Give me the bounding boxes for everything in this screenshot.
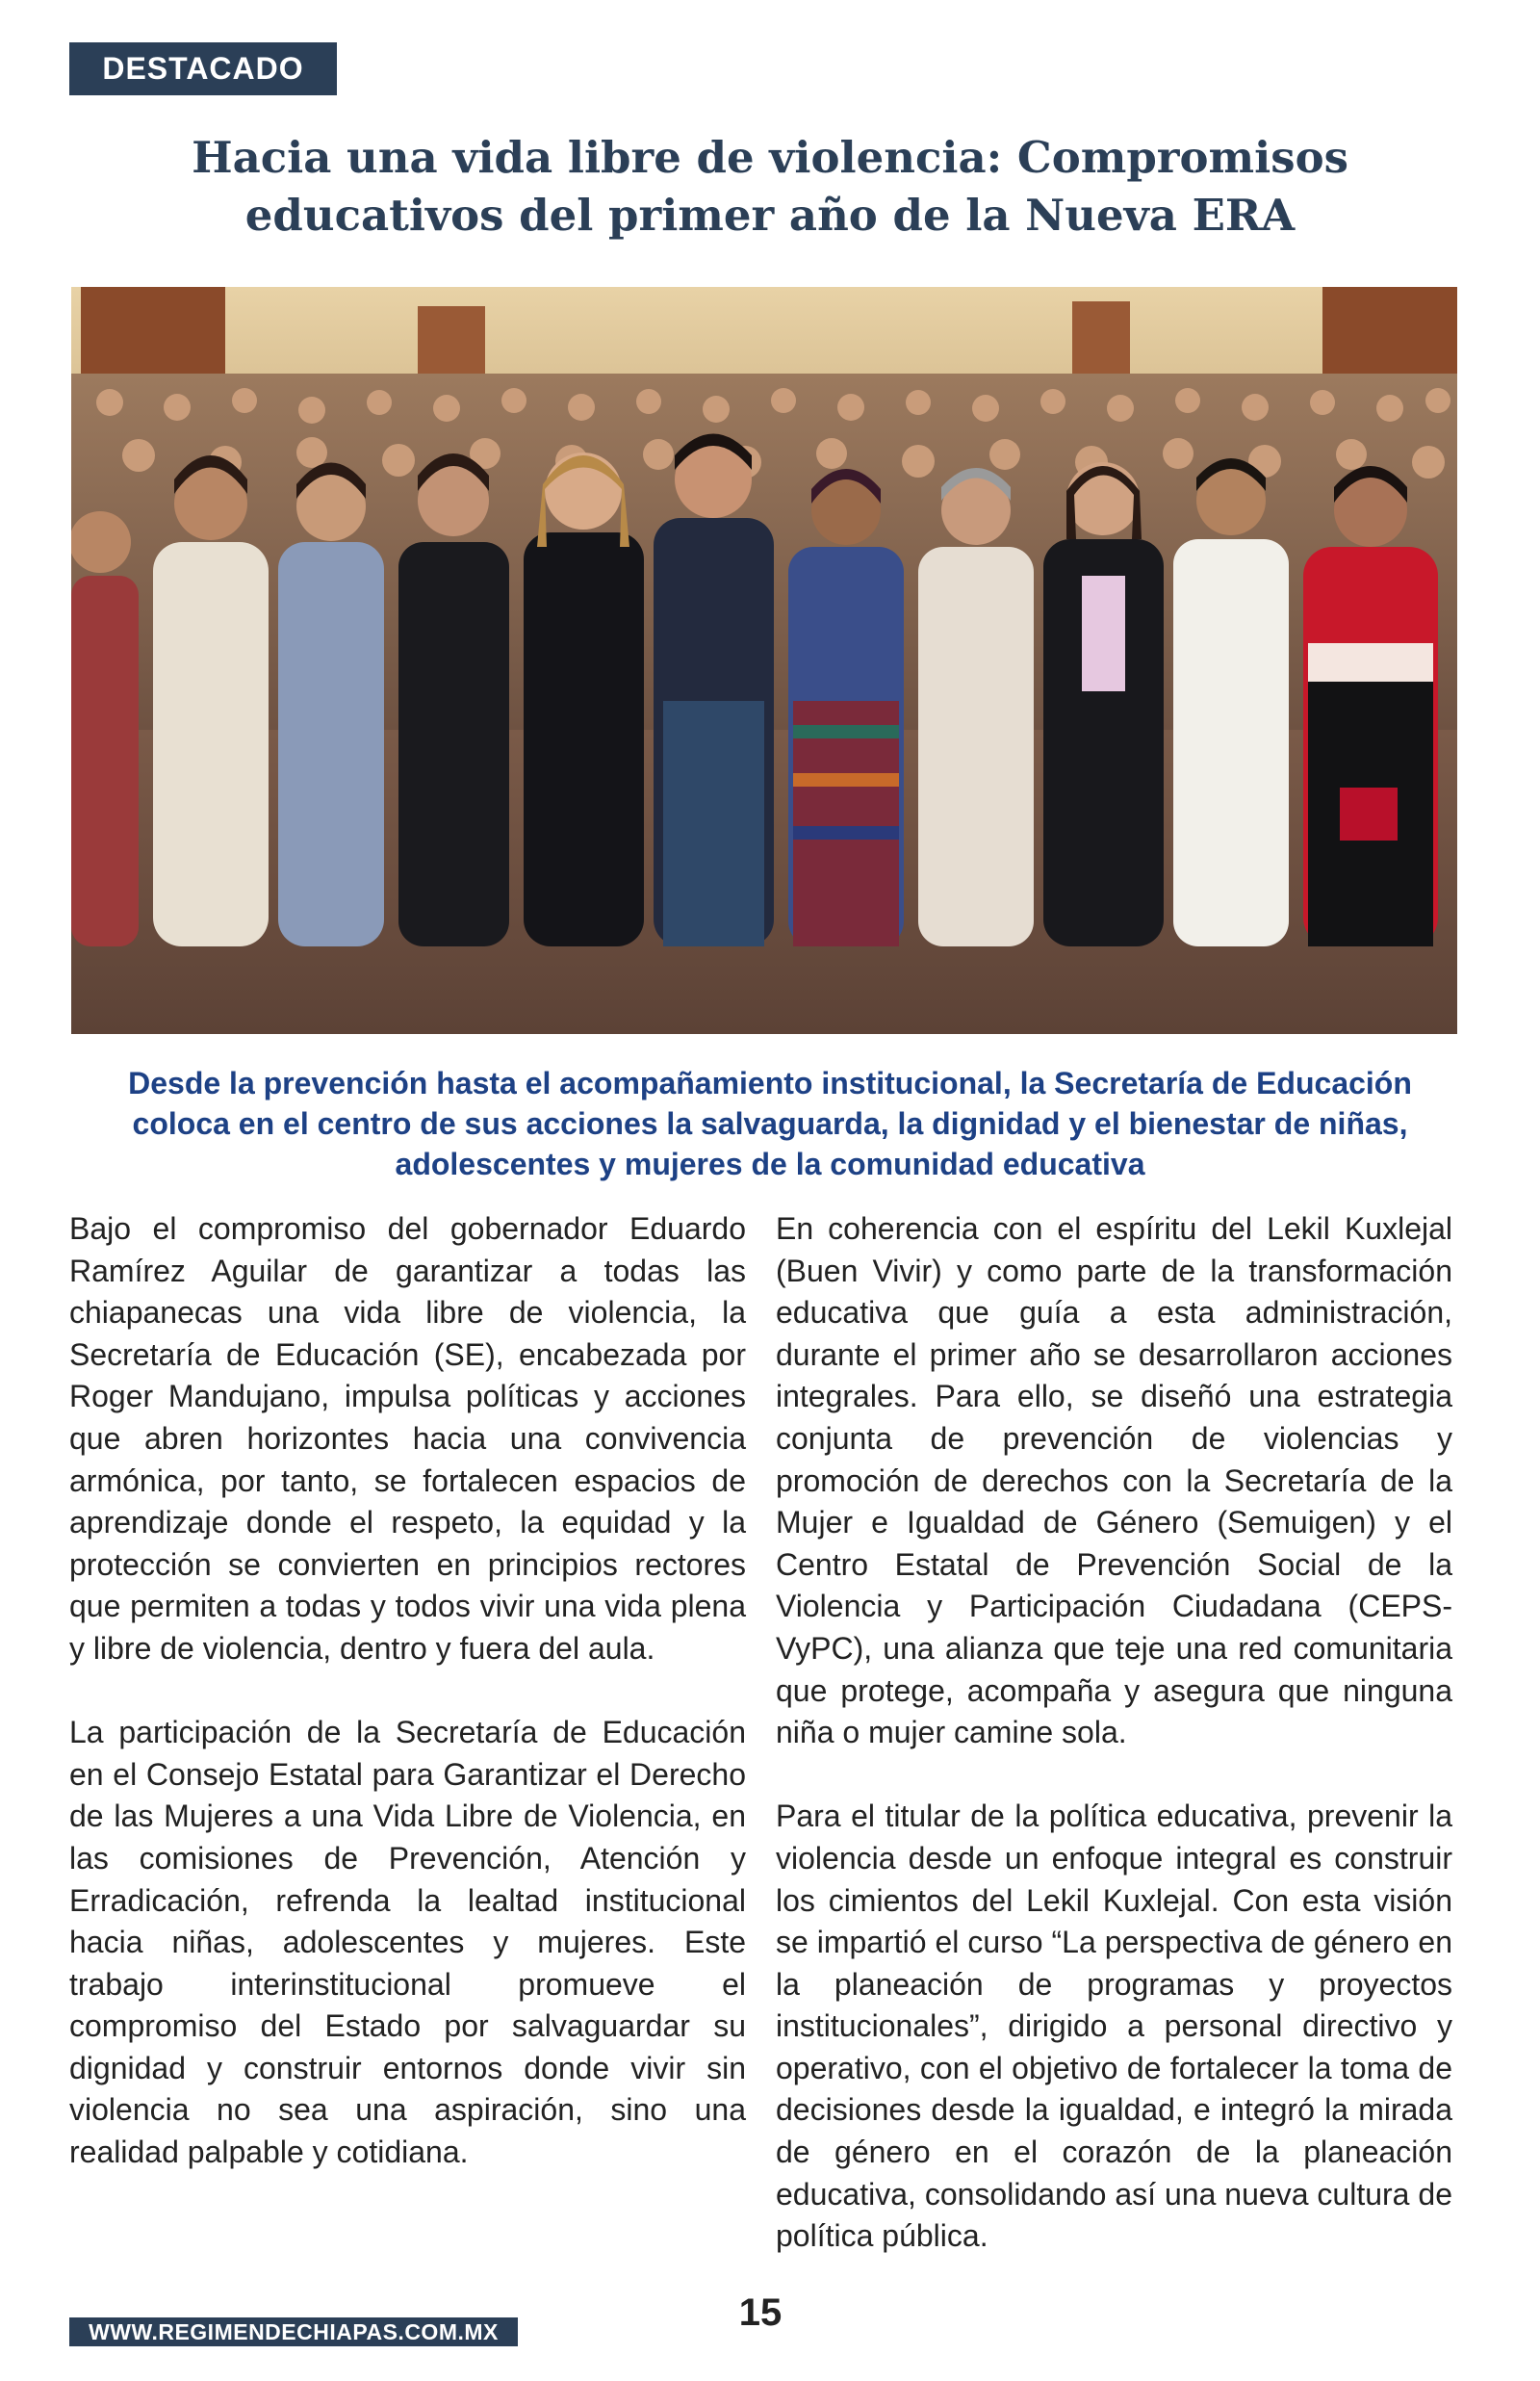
paragraph: En coherencia con el espíritu del Lekil Kuxlejal (Buen Vivir) y como parte de la transformación educativa que guía a esta administración, durante el primer año se desarrollaron acciones integrales. Para ello, se diseñó una estrategia conjunta de prevención de violencias y promoción de derechos con la Secretaría de la Mujer e Igualdad de Género (Semuigen) y el Centro Estatal de Prevención Social de la Violencia y Participación Ciudadana (CEPSVyPC), una alianza que teje una red comunitaria que protege, acompaña y asegura que ninguna niña o mujer camine sola. xyxy=(776,1211,1452,1750)
article-title: Hacia una vida libre de violencia: Compromisos educativos del primer año de la Nueva ERA xyxy=(192,132,1348,241)
paragraph: Bajo el compromiso del gobernador Eduardo Ramírez Aguilar de garantizar a todas las chiapanecas una vida libre de violencia, la Secretaría de Educación (SE), encabezada por Roger Mandujano, impulsa políticas y acciones que abren horizontes hacia una convivencia armónica, por tanto, se fortalecen espacios de aprendizaje donde el respeto, la equidad y la protección se convierten en principios rectores que permiten a todas y todos vivir una vida plena y libre de violencia, dentro y fuera del aula. xyxy=(69,1211,746,1666)
website-footer[interactable]: WWW.REGIMENDECHIAPAS.COM.MX xyxy=(69,2317,518,2346)
article-subtitle: Desde la prevención hasta el acompañamiento institucional, la Secretaría de Educación coloca en el centro de sus acciones la salvaguarda, la dignidad y el bienestar de niñas, adolescentes y mujeres de la comunidad educativa xyxy=(128,1066,1412,1181)
paragraph: La participación de la Secretaría de Educación en el Consejo Estatal para Garantizar el Derecho de las Mujeres a una Vida Libre de Violencia, en las comisiones de Prevención, Atención y Erradicación, refrenda la lealtad institucional hacia niñas, adolescentes y mujeres. Este trabajo interinstitucional promueve el compromiso del Estado por salvaguardar su dignidad y construir entornos donde vivir sin violencia no sea una aspiración, sino una realidad palpable y cotidiana. xyxy=(69,1715,746,2170)
paragraph: Para el titular de la política educativa, prevenir la violencia desde un enfoque integral es construir los cimientos del Lekil Kuxlejal. Con esta visión se impartió el curso “La perspectiva de género en la planeación de programas y proyectos institucionales”, dirigido a personal directivo y operativo, con el objetivo de fortalecer la toma de decisiones desde la igualdad, e integró la mirada de género en el corazón de la planeación educativa, consolidando así una nueva cultura de política pública. xyxy=(776,1799,1452,2254)
page-number: 15 xyxy=(738,2291,783,2334)
group-photo xyxy=(71,287,1457,1034)
section-tag: DESTACADO xyxy=(69,42,337,95)
body-column-left xyxy=(69,1208,746,2174)
body-column-right xyxy=(776,1208,1452,2258)
